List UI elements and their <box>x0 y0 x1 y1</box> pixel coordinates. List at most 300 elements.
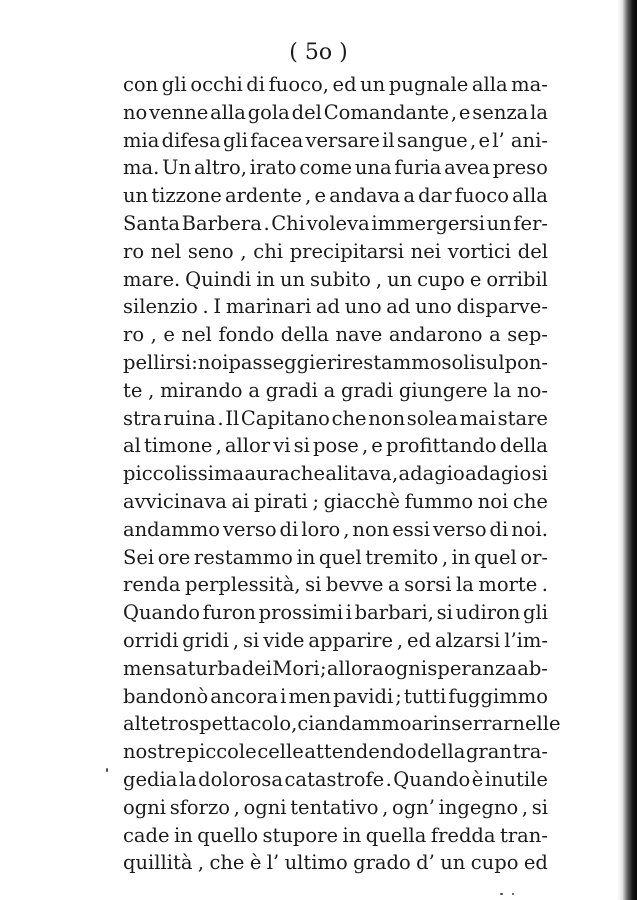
word: adagio <box>465 462 532 486</box>
word: cupo <box>417 267 465 291</box>
word: quel <box>473 545 517 569</box>
word: la <box>493 378 512 402</box>
word: una <box>354 156 392 180</box>
word: noi <box>477 489 509 513</box>
word: fondo <box>218 323 275 347</box>
word: nei <box>410 239 441 263</box>
word: alla <box>512 184 548 208</box>
word: furia <box>394 156 442 180</box>
word: morte <box>478 573 538 597</box>
word: . <box>202 295 209 319</box>
word: stupore <box>262 823 339 847</box>
word: pon- <box>504 350 548 374</box>
word: un <box>360 73 386 96</box>
word: Comandante <box>323 100 450 124</box>
body-text <box>123 71 561 877</box>
text-line <box>123 99 548 127</box>
binding-edge <box>623 0 637 900</box>
word: celle <box>257 740 304 764</box>
word: restammo <box>193 545 293 569</box>
word: udiron <box>455 601 521 625</box>
word: solea <box>406 406 458 430</box>
word: dei <box>241 656 273 680</box>
text-line <box>123 794 548 822</box>
word: inutile <box>484 767 548 791</box>
word: stare <box>497 406 548 430</box>
word: pugnale <box>388 73 469 96</box>
text-line <box>123 321 548 349</box>
word: fer- <box>513 211 548 235</box>
word: te <box>123 378 143 402</box>
word: ad <box>386 295 411 319</box>
word: , <box>521 795 529 819</box>
word: catastrofe <box>284 767 385 791</box>
word: Quando <box>123 601 200 625</box>
word: orribil <box>486 267 548 291</box>
word: tra- <box>512 740 548 764</box>
word: andammo <box>123 517 221 541</box>
word: che <box>209 851 245 875</box>
word: soli <box>441 350 476 374</box>
word: verso <box>222 517 277 541</box>
word: in <box>174 823 193 847</box>
word: Barbera <box>181 211 262 235</box>
word: . <box>385 767 392 791</box>
word: uno <box>344 295 382 319</box>
word: si <box>293 434 310 458</box>
word: di <box>279 517 299 541</box>
word: nave <box>335 323 383 347</box>
text-line <box>123 738 548 766</box>
word: allora <box>326 656 384 680</box>
text-line <box>123 571 548 599</box>
page-number: ( 5o ) <box>289 40 348 65</box>
word: , <box>441 545 449 569</box>
word: ed <box>407 628 432 652</box>
word: or- <box>520 545 548 569</box>
word: di <box>489 517 509 541</box>
word: Quindi <box>185 267 252 291</box>
word: cade <box>123 823 170 847</box>
word: speranza <box>427 656 517 680</box>
word: , <box>382 795 389 819</box>
word: avea <box>444 156 490 180</box>
word: dolorosa <box>198 767 284 791</box>
word: no <box>123 100 148 124</box>
word: andarono <box>388 323 483 347</box>
word: . <box>217 406 224 430</box>
word: sorsi <box>404 573 452 597</box>
word: mirando <box>160 378 243 402</box>
text-line <box>123 405 548 433</box>
word: del <box>517 239 548 263</box>
text-line <box>123 154 548 182</box>
word: timone <box>144 434 213 458</box>
word: fuoco, <box>268 73 329 96</box>
word: orridi <box>123 628 179 652</box>
word: della <box>280 323 329 347</box>
word: aura <box>244 462 290 486</box>
word: mensa <box>123 656 188 680</box>
word: a <box>387 573 400 597</box>
word: ingegno <box>438 795 519 819</box>
word: un <box>486 211 512 235</box>
text-line <box>123 766 548 794</box>
word: gridi <box>182 628 230 652</box>
word: occhi <box>190 73 243 96</box>
word: nelle <box>512 712 561 736</box>
word: prossimi <box>258 601 344 625</box>
word: ogni <box>123 795 167 819</box>
word: a <box>489 323 501 347</box>
word: Capitano <box>240 406 330 430</box>
word: gli <box>161 73 187 96</box>
word: giacchè <box>323 489 400 513</box>
word: Il <box>225 406 240 430</box>
word: fuggimmo <box>448 684 548 708</box>
word: sangue <box>396 128 468 152</box>
word: pirati <box>254 489 308 513</box>
word: mia <box>123 128 160 152</box>
word: quella <box>365 823 427 847</box>
word: la <box>455 573 474 597</box>
word: noi <box>197 350 229 374</box>
text-line <box>123 460 548 488</box>
word: tentativo <box>290 795 379 819</box>
text-line <box>123 710 561 738</box>
word: adagio <box>398 462 465 486</box>
word: facea <box>250 128 304 152</box>
word: i <box>280 684 287 708</box>
word: a <box>411 712 424 736</box>
word: che <box>331 406 367 430</box>
word: voleva <box>306 211 370 235</box>
word: al <box>123 712 141 736</box>
word: ab- <box>517 656 548 680</box>
ink-speck <box>512 893 514 895</box>
text-line <box>123 349 548 377</box>
word: mare. <box>123 267 181 291</box>
word: tizzone <box>151 184 222 208</box>
word: venne <box>149 100 209 124</box>
text-line <box>123 71 548 99</box>
word: non <box>352 517 390 541</box>
word: sep- <box>507 323 548 347</box>
word: , <box>215 434 222 458</box>
word: , <box>361 434 369 458</box>
word: gli <box>223 128 248 152</box>
word: rinserrar <box>423 712 513 736</box>
text-line <box>123 599 548 627</box>
word: l’ <box>266 851 280 875</box>
word: turba <box>187 656 242 680</box>
word: ; <box>395 684 402 708</box>
word: avvicinava <box>123 489 227 513</box>
word: alla <box>210 100 246 124</box>
text-line <box>123 432 548 460</box>
word: stra <box>123 406 162 430</box>
word: andava <box>329 184 401 208</box>
word: gran <box>465 740 512 764</box>
word: tutti <box>403 684 447 708</box>
word: irato <box>249 156 297 180</box>
word: fummo <box>404 489 474 513</box>
ink-speck <box>500 893 503 895</box>
word: in <box>296 545 316 569</box>
word: ed <box>523 851 548 875</box>
word: cupo <box>470 851 519 875</box>
word: quillità <box>123 851 193 875</box>
word: no- <box>517 378 548 402</box>
word: perplessità, <box>185 573 301 597</box>
word: quello <box>197 823 259 847</box>
word: i <box>345 601 353 625</box>
word: un <box>123 184 149 208</box>
word: loro <box>301 517 341 541</box>
word: , <box>469 128 477 152</box>
word: gli <box>522 601 548 625</box>
word: Mori <box>272 656 320 680</box>
word: preso <box>492 156 548 180</box>
text-line <box>123 488 548 516</box>
word: di <box>246 73 266 96</box>
word: gedia <box>123 767 178 791</box>
word: in <box>451 545 471 569</box>
word: ci <box>297 712 315 736</box>
text-line <box>123 849 548 877</box>
word: renda <box>123 573 181 597</box>
word: pose <box>313 434 359 458</box>
word: non <box>368 406 406 430</box>
word: ; <box>319 656 327 680</box>
text-line <box>123 127 548 155</box>
word: ; <box>312 489 320 513</box>
word: nel <box>150 239 182 263</box>
word: subito <box>310 267 371 291</box>
word: barbari, <box>354 601 434 625</box>
word: sforzo <box>169 795 230 819</box>
text-line <box>123 238 548 266</box>
word: difesa <box>161 128 221 152</box>
word: silenzio <box>123 295 198 319</box>
word: alzarsi <box>434 628 501 652</box>
word: al <box>123 434 141 458</box>
word: si <box>531 795 548 819</box>
word: si <box>243 628 260 652</box>
word: bevve <box>325 573 384 597</box>
word: noi. <box>511 517 548 541</box>
word: tran- <box>500 823 548 847</box>
word: men <box>288 684 332 708</box>
word: sul <box>475 350 505 374</box>
word: pellirsi: <box>123 350 198 374</box>
word: senza <box>472 100 529 124</box>
text-line <box>123 377 548 405</box>
word: ro <box>123 323 145 347</box>
word: si <box>531 462 548 486</box>
word: piccole <box>186 740 257 764</box>
word: bandonò <box>123 684 209 708</box>
word: giungere <box>398 378 488 402</box>
word: a <box>323 378 336 402</box>
word: fredda <box>430 823 496 847</box>
text-line <box>123 655 548 683</box>
word: spettacolo, <box>189 712 298 736</box>
word: l’ ani- <box>492 128 548 152</box>
word: alla <box>471 73 508 96</box>
word: , <box>343 517 350 541</box>
word: allor <box>224 434 271 458</box>
word: ed <box>332 73 357 96</box>
word: Un <box>162 156 192 180</box>
text-line <box>123 516 548 544</box>
word: precipitarsi <box>289 239 404 263</box>
word: profittando <box>385 434 497 458</box>
word: altro, <box>193 156 247 180</box>
text-line <box>123 182 548 210</box>
word: immergersi <box>371 211 486 235</box>
word: un <box>279 267 306 291</box>
word: in <box>342 823 362 847</box>
word: , <box>148 378 155 402</box>
word: essi <box>392 517 430 541</box>
word: l’im- <box>504 628 548 652</box>
text-line <box>123 266 548 294</box>
word: a <box>248 378 260 402</box>
word: come <box>299 156 353 180</box>
word: un <box>440 851 466 875</box>
word: dar <box>418 184 452 208</box>
text-line <box>123 544 548 572</box>
word: , <box>150 323 157 347</box>
word: quel <box>318 545 362 569</box>
word: , <box>197 851 205 875</box>
word: , <box>391 462 399 486</box>
word: ancora <box>210 684 279 708</box>
word: Sei <box>123 545 155 569</box>
word: si <box>305 573 322 597</box>
word: chi <box>253 239 283 263</box>
word: con <box>123 73 159 96</box>
word: vide <box>263 628 305 652</box>
word: , <box>305 184 312 208</box>
word: . <box>541 573 548 597</box>
word: un <box>387 267 413 291</box>
word: piccolissima <box>123 462 245 486</box>
word: apparire <box>308 628 394 652</box>
word: vortici <box>447 239 512 263</box>
word: Chi <box>271 211 305 235</box>
word: , <box>375 267 383 291</box>
word: . <box>263 211 270 235</box>
text-line <box>123 210 548 238</box>
word: gradi <box>341 378 394 402</box>
word: nostre <box>123 740 187 764</box>
text-line <box>123 822 548 850</box>
word: si <box>436 601 453 625</box>
word: ogni <box>243 795 287 819</box>
word: ogn’ <box>391 795 435 819</box>
word: disparve- <box>456 295 548 319</box>
word: tetro <box>140 712 190 736</box>
word: la <box>530 100 548 124</box>
word: ai <box>231 489 250 513</box>
word: attendendo <box>304 740 417 764</box>
word: il <box>382 128 395 152</box>
word: mai <box>459 406 496 430</box>
word: grado <box>353 851 411 875</box>
word: uno <box>415 295 452 319</box>
word: e <box>478 128 491 152</box>
word: restammo <box>342 350 442 374</box>
text-line <box>123 683 548 711</box>
word: la <box>178 767 197 791</box>
word: , <box>396 628 404 652</box>
word: ogni <box>384 656 428 680</box>
text-line <box>123 293 548 321</box>
word: pavidi <box>333 684 394 708</box>
word: Santa <box>123 211 181 235</box>
word: nel <box>181 323 212 347</box>
word: versare <box>305 128 380 152</box>
word: e <box>163 323 175 347</box>
word: I <box>213 295 222 319</box>
word: , <box>450 100 458 124</box>
word: e <box>458 100 471 124</box>
word: gradi <box>265 378 318 402</box>
word: del <box>291 100 322 124</box>
word: Quando <box>393 767 471 791</box>
word: e <box>371 434 383 458</box>
word: ma. <box>123 156 160 180</box>
word: a <box>403 184 415 208</box>
word: marinari <box>225 295 312 319</box>
word: ro <box>123 239 145 263</box>
ink-speck <box>106 768 108 772</box>
word: furon <box>202 601 256 625</box>
word: passeggieri <box>228 350 343 374</box>
word: seno <box>187 239 234 263</box>
word: che <box>512 489 548 513</box>
word: tremito <box>365 545 439 569</box>
word: è <box>249 851 262 875</box>
word: , <box>233 795 240 819</box>
word: d’ <box>416 851 435 875</box>
word: vi <box>273 434 291 458</box>
word: verso <box>432 517 487 541</box>
text-line <box>123 627 548 655</box>
word: ad <box>315 295 341 319</box>
word: è <box>471 767 484 791</box>
word: ultimo <box>284 851 348 875</box>
word: ruina <box>163 406 216 430</box>
word: fuoco <box>454 184 509 208</box>
word: che <box>290 462 326 486</box>
word: ore <box>157 545 191 569</box>
word: e <box>314 184 326 208</box>
word: gola <box>247 100 290 124</box>
word: ma- <box>511 73 548 96</box>
word: , <box>240 239 247 263</box>
word: della <box>417 740 466 764</box>
word: della <box>499 434 548 458</box>
word: alitava <box>325 462 392 486</box>
word: ardente <box>224 184 302 208</box>
word: andammo <box>314 712 412 736</box>
word: e <box>469 267 482 291</box>
word: , <box>232 628 240 652</box>
word: in <box>256 267 275 291</box>
